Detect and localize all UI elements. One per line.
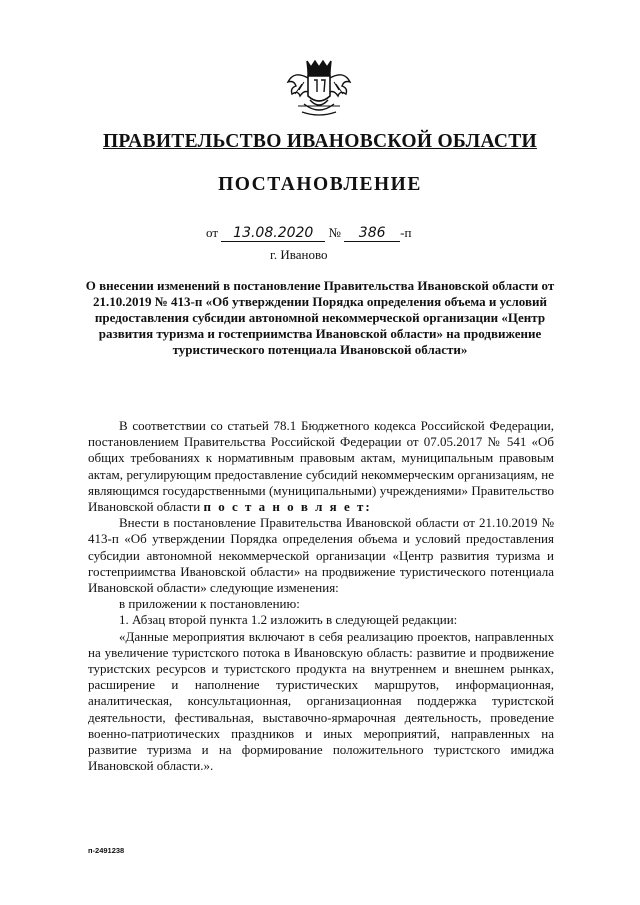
- footer-code: п-2491238: [88, 846, 125, 855]
- document-number: 386: [344, 226, 400, 242]
- document-subject: О внесении изменений в постановление Правительства Ивановской области от 21.10.2019 № 413-п «Об утверждении Порядка определения объема и условий предоставления субсидии автономной некоммерческой организации «Центр развития туризма и гостеприимства Ивановской области» на продвижение туристического потенциала Ивановской области»: [85, 278, 555, 357]
- resolves-keyword: п о с т а н о в л я е т:: [203, 499, 372, 515]
- document-date: 13.08.2020: [221, 226, 325, 242]
- number-suffix: -п: [400, 225, 412, 240]
- document-body: [88, 418, 554, 774]
- paragraph-preamble: [88, 418, 554, 515]
- paragraph-amendment: Внести в постановление Правительства Ивановской области от 21.10.2019 № 413-п «Об утверждении Порядка определения объема и условий предоставления субсидии автономной некоммерческой организации «Центр развития туризма и гостеприимства Ивановской области» на продвижение туристического потенциала Ивановской области» следующие изменения:: [88, 515, 554, 596]
- city: г. Иваново: [270, 247, 328, 262]
- preamble-text: В соответствии со статьей 78.1 Бюджетного кодекса Российской Федерации, постановлением Правительства Российской Федерации от 07.05.2017 № 541 «Об общих требованиях к нормативным правовым актам, муниципальным правовым актам, регулирующим предоставление субсидий некоммерческим организациям, не являющимся государственными (муниципальными) учреждениями» Правительство Ивановской области: [88, 418, 554, 515]
- date-number-line: [206, 225, 411, 242]
- date-prefix: от: [206, 225, 219, 240]
- paragraph-item-1: 1. Абзац второй пункта 1.2 изложить в следующей редакции:: [119, 612, 458, 628]
- coat-of-arms-emblem: [284, 56, 354, 118]
- paragraph-new-wording: «Данные мероприятия включают в себя реализацию проектов, направленных на увеличение туристского потока в Ивановскую область: развитие и продвижение туристских ресурсов и туристского продукта на внутреннем и внешнем рынках, расширение и наполнение туристических маршрутов, информационная, аналитическая, консультационная, организационная поддержка туристской деятельности, фестивальная, выставочно-ярмарочная деятельность, проведение военно-патриотических праздников и иных мероприятий, направленных на развитие туризма и на формирование положительного туристского имиджа Ивановской области.».: [88, 628, 554, 774]
- document-type: ПОСТАНОВЛЕНИЕ: [218, 174, 422, 195]
- number-sign: №: [328, 225, 341, 240]
- paragraph-appendix: в приложении к постановлению:: [119, 596, 300, 612]
- organization-title: ПРАВИТЕЛЬСТВО ИВАНОВСКОЙ ОБЛАСТИ: [102, 131, 538, 152]
